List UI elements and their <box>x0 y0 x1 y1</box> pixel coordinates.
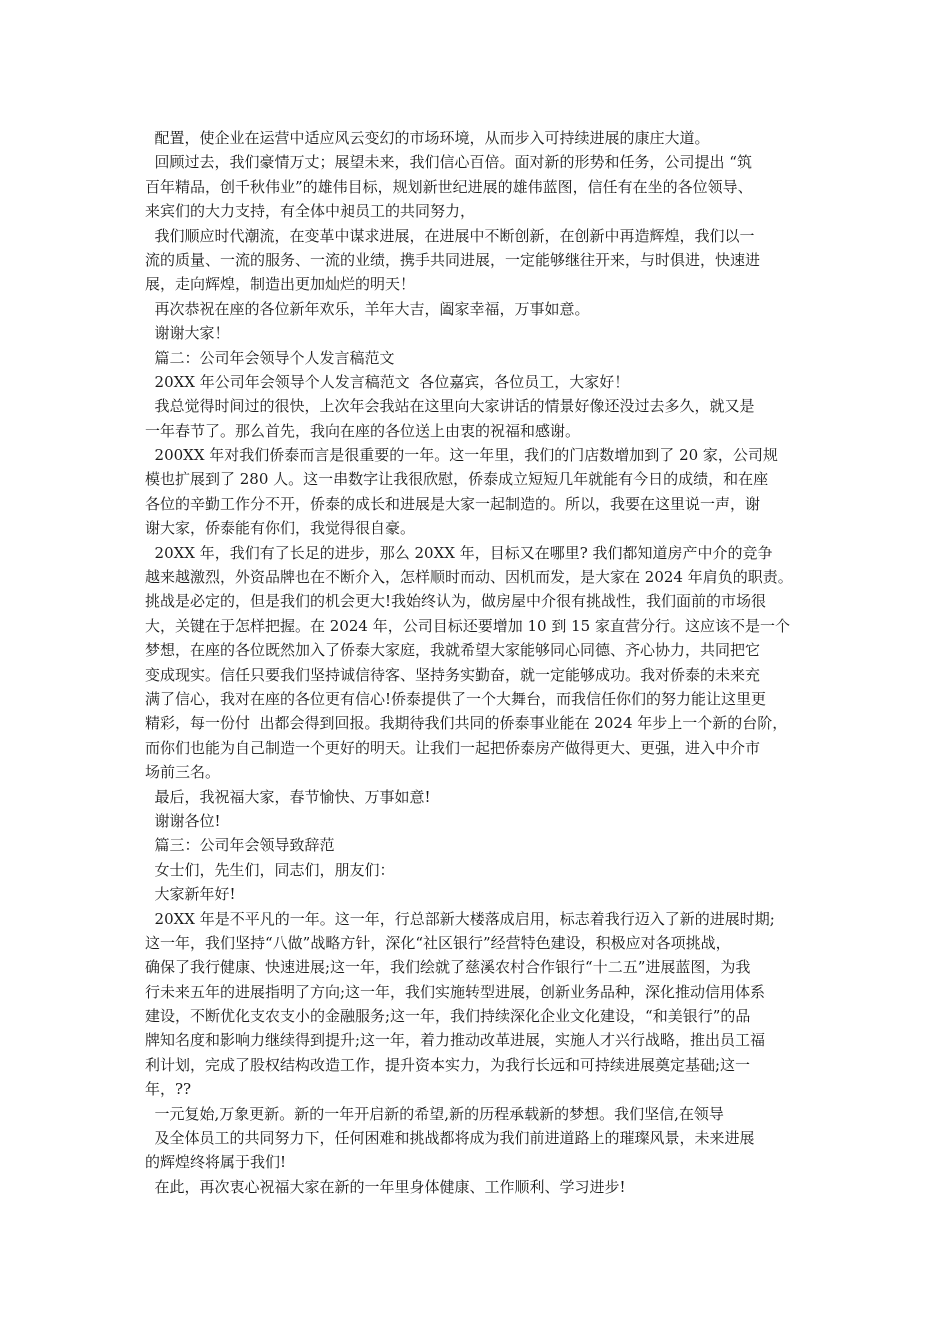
text-line: 回顾过去，我们豪情万丈；展望未来，我们信心百倍。面对新的形势和任务，公司提出 “筑 <box>145 153 752 172</box>
text-line: 各位的辛勤工作分不开，侨泰的成长和进展是大家一起制造的。所以，我要在这里说一声，谢 <box>145 494 761 513</box>
text-line: 年，?? <box>145 1080 192 1099</box>
text-line: 谢大家，侨泰能有你们，我觉得很自豪。 <box>145 519 416 538</box>
text-line: 来宾们的大力支持，有全体中昶员工的共同努力， <box>145 202 476 221</box>
text-line: 利计划，完成了股权结构改造工作，提升资本实力，为我行长远和可持续进展奠定基础;这一 <box>145 1055 751 1074</box>
text-line: 满了信心，我对在座的各位更有信心!侨泰提供了一个大舞台，而我信任你们的努力能让这里更 <box>145 689 767 708</box>
text-line: 变成现实。信任只要我们坚持诚信待客、坚持务实勤奋，就一定能够成功。我对侨泰的未来充 <box>145 665 761 684</box>
text-line: 及全体员工的共同努力下，任何困难和挑战都将成为我们前进道路上的璀璨风景，未来进展 <box>145 1129 755 1148</box>
text-line: 精彩，每一份付 出都会得到回报。我期待我们共同的侨泰事业能在 2024 年步上一个新的台阶， <box>145 714 788 733</box>
text-line: 最后，我祝福大家，春节愉快、万事如意! <box>145 787 431 806</box>
text-line: 谢谢大家！ <box>145 324 230 343</box>
text-line: 在此，再次衷心祝福大家在新的一年里身体健康、工作顺利、学习进步! <box>145 1177 626 1196</box>
text-line: 20XX 年，我们有了长足的进步，那么 20XX 年，目标又在哪里? 我们都知道房产中介的竞争 <box>145 543 773 562</box>
text-line: 而你们也能为自己制造一个更好的明天。让我们一起把侨泰房产做得更大、更强，进入中介市 <box>145 738 761 757</box>
text-line: 大家新年好! <box>145 885 236 904</box>
document-body <box>145 126 825 1199</box>
text-line: 越来越激烈，外资品牌也在不断介入，怎样顺时而动、因机而发，是大家在 2024 年肩负的职责。 <box>145 568 793 587</box>
text-line: 流的质量、一流的服务、一流的业绩，携手共同进展，一定能够继往开来，与时俱进，快速进 <box>145 250 761 269</box>
text-line: 场前三名。 <box>145 763 221 782</box>
text-line: 确保了我行健康、快速进展;这一年，我们绘就了慈溪农村合作银行“十二五”进展蓝图，为我 <box>145 958 751 977</box>
text-line: 大，关键在于怎样把握。在 2024 年，公司目标还要增加 10 到 15 家直营分行。这应该不是一个 <box>145 616 790 635</box>
text-line: 20XX 年是不平凡的一年。这一年，行总部新大楼落成启用，标志着我行迈入了新的进展时期; <box>145 909 775 928</box>
text-line: 谢谢各位! <box>145 811 221 830</box>
text-line: 的辉煌终将属于我们! <box>145 1153 287 1172</box>
text-line: 挑战是必定的，但是我们的机会更大!我始终认为，做房屋中介很有挑战性，我们面前的市场很 <box>145 592 767 611</box>
text-line: 展，走向辉煌，制造出更加灿烂的明天！ <box>145 275 416 294</box>
text-line: 我总觉得时间过的很快，上次年会我站在这里向大家讲话的情景好像还没过去多久，就又是 <box>145 397 755 416</box>
text-line: 女士们，先生们，同志们，朋友们： <box>145 860 395 879</box>
text-line: 牌知名度和影响力继续得到提升;这一年，着力推动改革进展，实施人才兴行战略，推出员工福 <box>145 1031 766 1050</box>
text-line: 我们顺应时代潮流，在变革中谋求进展，在进展中不断创新，在创新中再造辉煌，我们以一 <box>145 226 755 245</box>
text-line: 一元复始,万象更新。新的一年开启新的希望,新的历程承载新的梦想。我们坚信,在领导 <box>145 1104 724 1123</box>
text-line: 配置，使企业在运营中适应风云变幻的市场环境，从而步入可持续进展的康庄大道。 <box>145 129 710 147</box>
text-line: 一年春节了。那么首先，我向在座的各位送上由衷的祝福和感谢。 <box>145 421 581 440</box>
text-line: 模也扩展到了 280 人。这一串数字让我很欣慰，侨泰成立短短几年就能有今日的成绩，和在座 <box>145 470 769 489</box>
text-line: 行未来五年的进展指明了方向;这一年，我们实施转型进展，创新业务品种，深化推动信用体系 <box>145 982 766 1001</box>
text-line: 20XX 年公司年会领导个人发言稿范文 各位嘉宾，各位员工，大家好！ <box>145 372 630 391</box>
text-line: 再次恭祝在座的各位新年欢乐，羊年大吉，阖家幸福，万事如意。 <box>145 299 590 318</box>
text-line: 百年精品，创千秋伟业”的雄伟目标，规划新世纪进展的雄伟蓝图，信任有在坐的各位领导、 <box>145 177 753 196</box>
text-line: 建设，不断优化支农支小的金融服务;这一年，我们持续深化企业文化建设，“和美银行”的品 <box>145 1007 751 1026</box>
text-line: 200XX 年对我们侨泰而言是很重要的一年。这一年里，我们的门店数增加到了 20 家，公司规 <box>145 446 778 465</box>
text-line: 这一年，我们坚持“八做”战略方针，深化“社区银行”经营特色建设，积极应对各项挑战， <box>145 933 731 952</box>
text-line: 篇二：公司年会领导个人发言稿范文 <box>145 348 395 367</box>
text-line: 梦想，在座的各位既然加入了侨泰大家庭，我就希望大家能够同心同德、齐心协力，共同把它 <box>145 641 761 660</box>
text-line: 篇三：公司年会领导致辞范 <box>145 836 335 855</box>
